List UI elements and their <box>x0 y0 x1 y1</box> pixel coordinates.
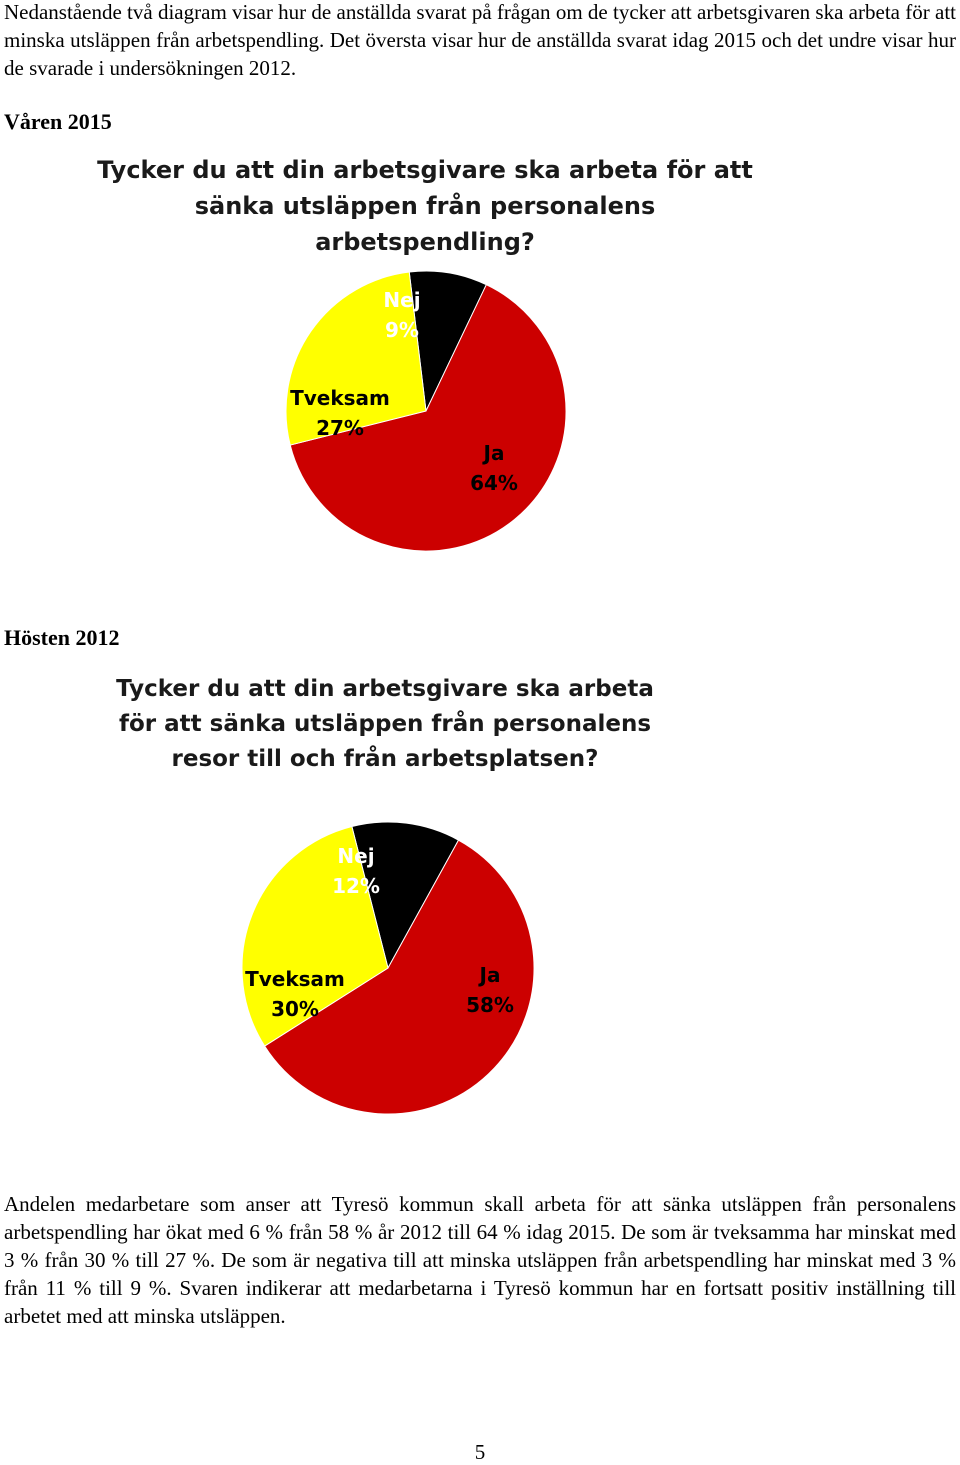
slice-percent-nej: 9% <box>385 318 419 342</box>
slice-name-nej: Nej <box>383 288 421 312</box>
section-heading-2012: Hösten 2012 <box>4 625 120 650</box>
page-number: 5 <box>474 1440 486 1464</box>
outro-paragraph: Andelen medarbetare som anser att Tyresö kommun skall arbeta för att sänka utsläppen från personalens arbetspendling har ökat med 6 % från 58 % år 2012 till 64 % idag 2015. De som är tveksamma har minskat med 3 % från 30 % till 27 %. De som är negativa till att minska utsläppen från arbetspendling har minskat med 3 % från 11 % till 9 %. Svaren indikerar att medarbetarna i Tyresö kommun har en fortsatt positiv inställning till arbetet med att minska utsläppen. <box>4 1192 956 1328</box>
slice-name-tveksam: Tveksam <box>290 386 390 410</box>
slice-percent-tveksam: 30% <box>271 997 319 1021</box>
chart-title-2015: Tycker du att din arbetsgivare ska arbeta för att sänka utsläppen från personalens arbetspendling? <box>97 156 753 256</box>
slice-percent-ja: 58% <box>466 993 514 1017</box>
slice-name-tveksam: Tveksam <box>245 967 345 991</box>
pie-chart-2015 <box>250 250 610 570</box>
slice-percent-ja: 64% <box>470 471 518 495</box>
slice-percent-tveksam: 27% <box>316 416 364 440</box>
pie-chart-2012 <box>220 805 580 1135</box>
slice-name-ja: Ja <box>483 441 505 465</box>
slice-name-ja: Ja <box>479 963 501 987</box>
chart-title-2012: Tycker du att din arbetsgivare ska arbeta för att sänka utsläppen från personalens resor till och från arbetsplatsen? <box>116 676 654 772</box>
intro-paragraph: Nedanstående två diagram visar hur de anställda svarat på frågan om de tycker att arbetsgivaren ska arbeta för att minska utsläppen från arbetspendling. Det översta visar hur de anställda svarat idag 2015 och det undre visar hur de svarade i undersökningen 2012. <box>4 0 956 80</box>
slice-name-nej: Nej <box>337 844 375 868</box>
slice-percent-nej: 12% <box>332 874 380 898</box>
section-heading-2015: Våren 2015 <box>4 109 112 134</box>
